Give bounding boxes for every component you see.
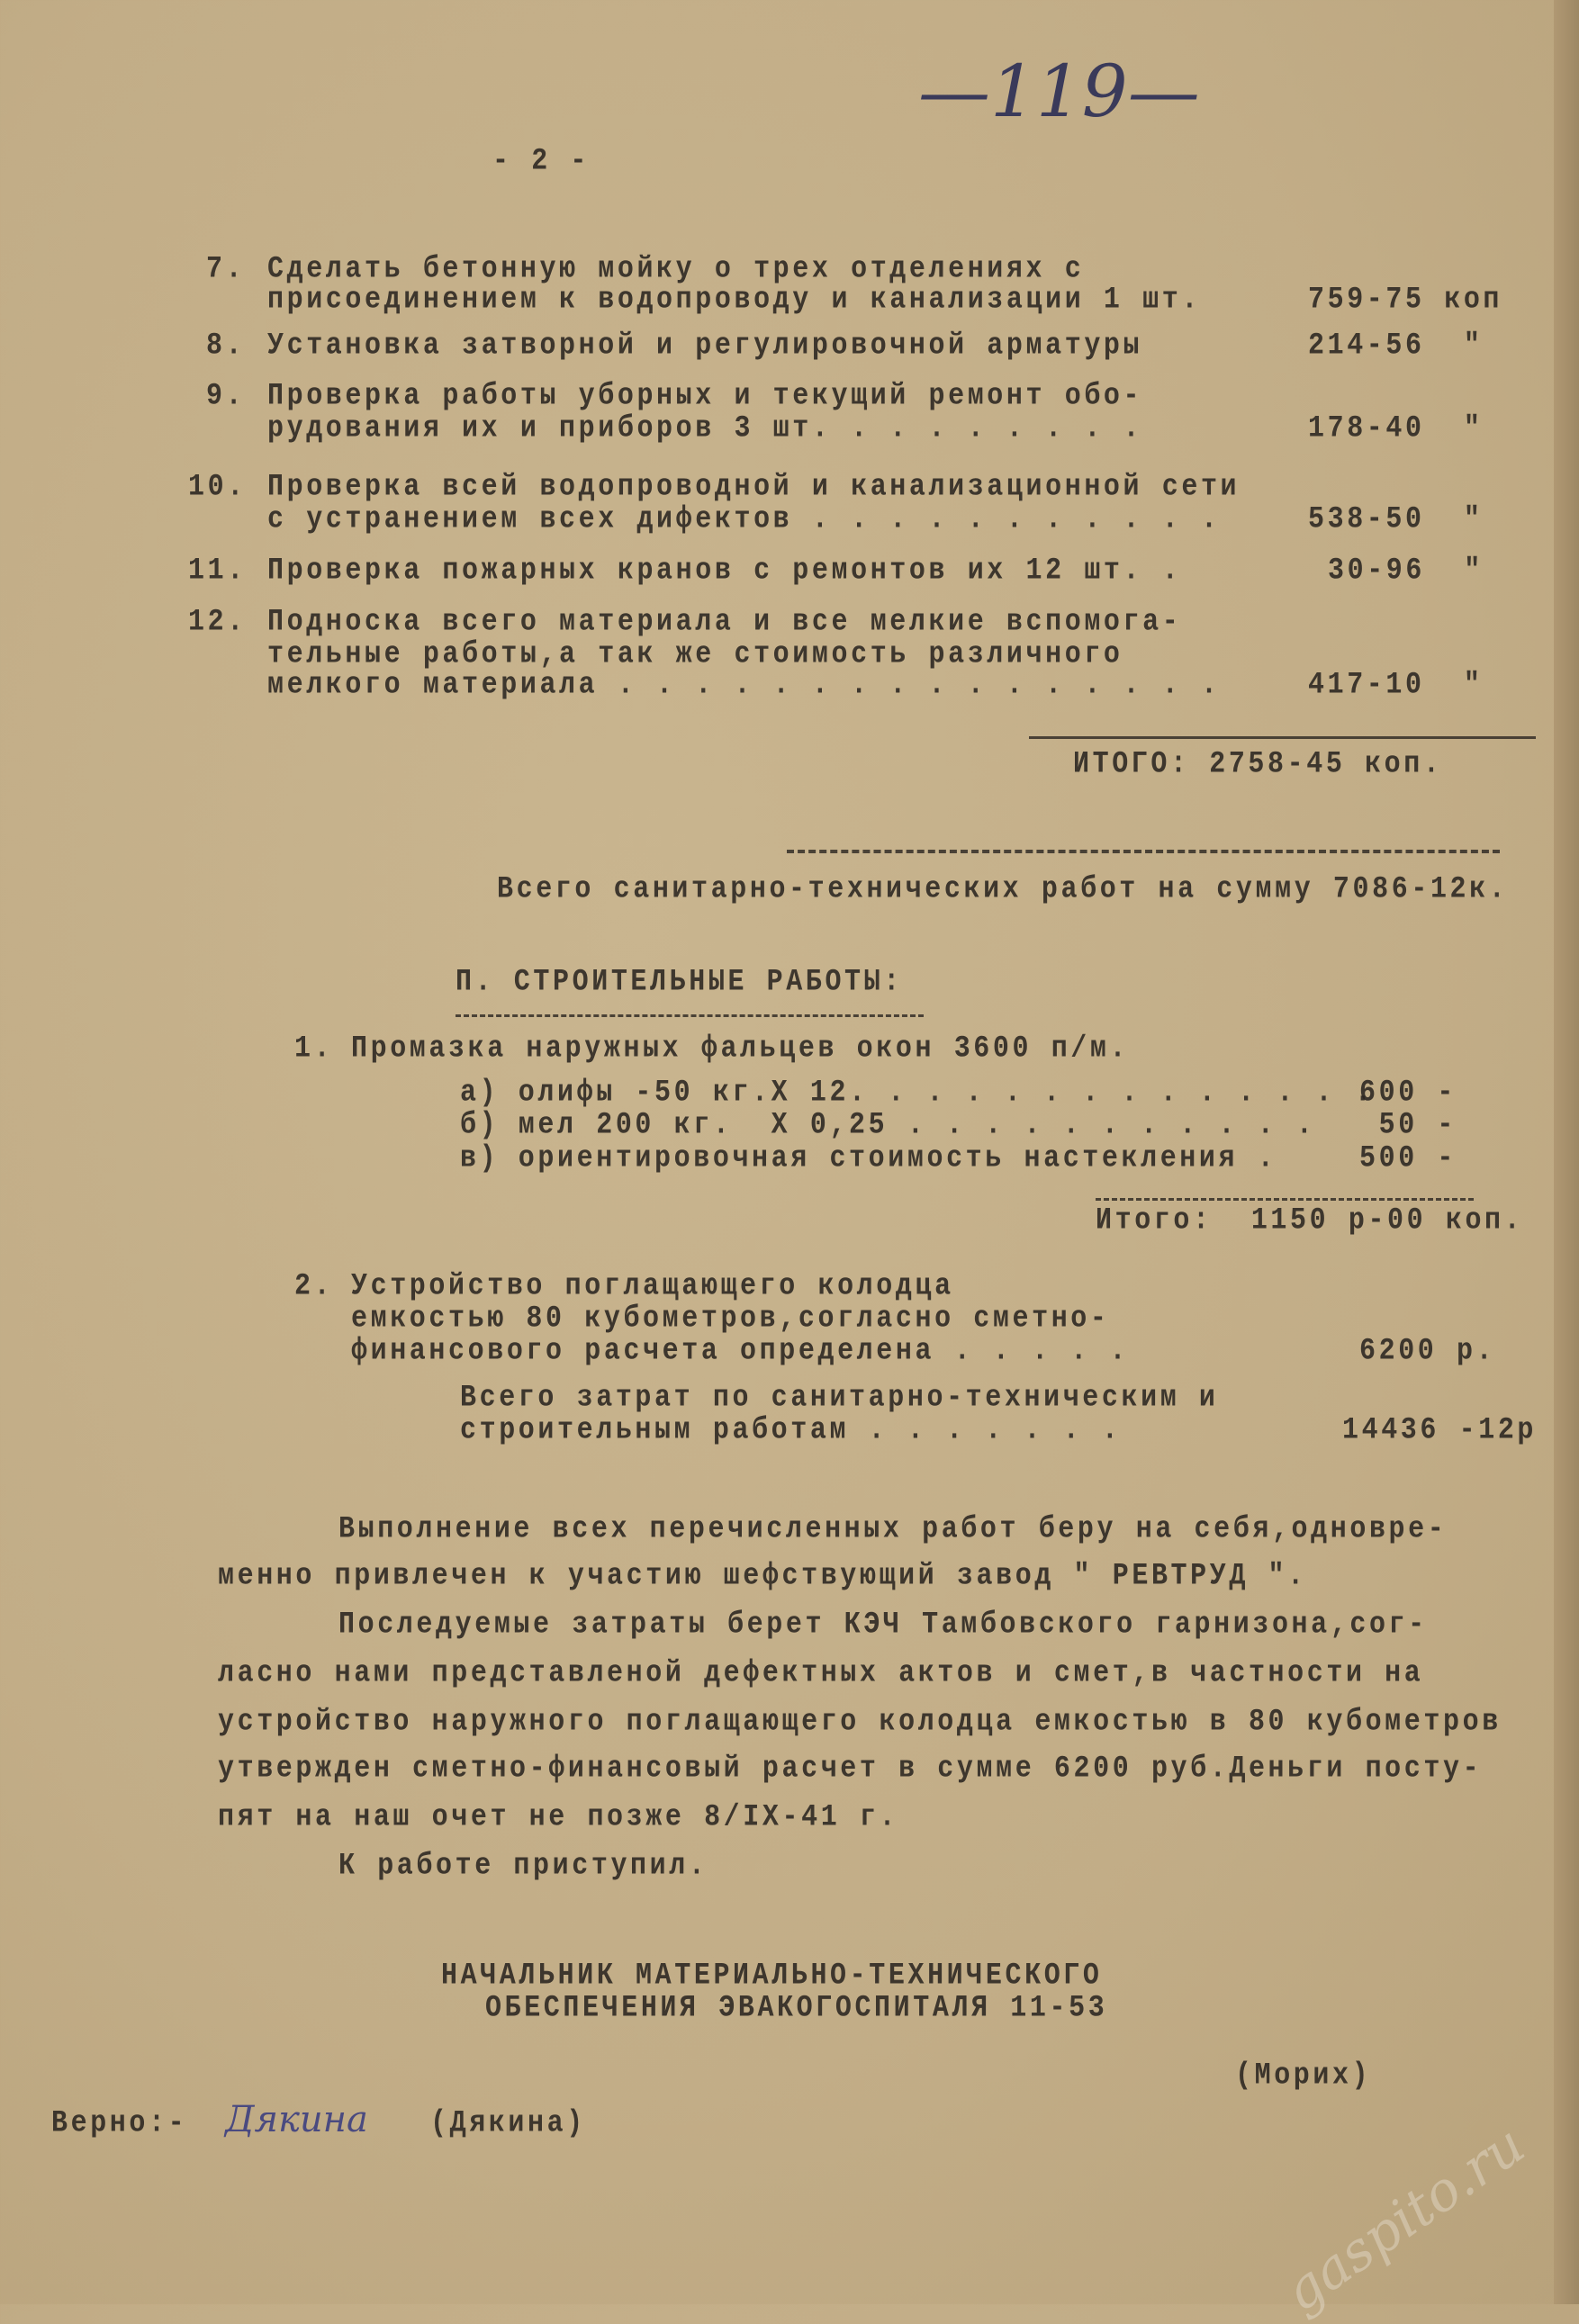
page-number: - 2 -: [492, 144, 591, 180]
item-number: 11.: [188, 554, 247, 590]
item-amount: 214-56 ": [1308, 329, 1484, 365]
item-text: Проверка всей водопроводной и канализационной сети: [267, 470, 1241, 506]
item-amount: 6200 р.: [1359, 1334, 1496, 1370]
paragraph-line: пят на наш очет не позже 8/IX-41 г.: [218, 1800, 899, 1836]
signature-title: ОБЕСПЕЧЕНИЯ ЭВАКОГОСПИТАЛЯ 11-53: [485, 1991, 1108, 2027]
item-text: емкостью 80 кубометров,согласно сметно-: [351, 1302, 1110, 1338]
paragraph-line: ласно нами представленой дефектных актов и смет,в частности на: [218, 1656, 1424, 1692]
grand-total-text: Всего затрат по санитарно-техническим и: [460, 1381, 1219, 1417]
sub-item-amount: 500 -: [1359, 1141, 1457, 1177]
page-edge: [1554, 0, 1579, 2304]
watermark: gaspito.ru: [1272, 2112, 1537, 2324]
signature-name: (Морих): [1235, 2058, 1372, 2094]
paragraph-line: менно привлечен к участию шефствующий завод " РЕВТРУД ".: [218, 1559, 1307, 1595]
item-number: 8.: [206, 329, 246, 365]
heading-underline: [456, 1014, 924, 1017]
paragraph-line: утвержден сметно-финансовый расчет в сумме 6200 руб.Деньги посту-: [218, 1752, 1483, 1788]
item-text: Подноска всего материала и все мелкие вспомога-: [267, 605, 1182, 641]
archive-number: —119—: [918, 50, 1200, 133]
grand-total-text: строительным работам . . . . . . .: [460, 1413, 1122, 1449]
verified-name: (Дякина): [430, 2106, 586, 2142]
signature-title: НАЧАЛЬНИК МАТЕРИАЛЬНО-ТЕХНИЧЕСКОГО: [441, 1959, 1103, 1995]
paragraph-line: устройство наружного поглащающего колодца емкостью в 80 кубометров: [218, 1705, 1502, 1741]
item-text: присоединением к водопроводу и канализации 1 шт.: [267, 283, 1201, 319]
item-amount: 417-10 ": [1308, 668, 1484, 704]
section-heading: П. СТРОИТЕЛЬНЫЕ РАБОТЫ:: [456, 965, 903, 1001]
sub-item-text: а) олифы -50 кг.Х 12. . . . . . . . . . . . . .: [460, 1076, 1375, 1112]
sub-item-amount: 50 -: [1359, 1108, 1457, 1144]
item-text: тельные работы,а так же стоимость различного: [267, 637, 1123, 673]
verified-label: Верно:-: [51, 2106, 188, 2142]
item-number: 1.: [294, 1031, 334, 1067]
item-number: 10.: [188, 470, 247, 506]
subtotal-rule: [1096, 1198, 1474, 1201]
sub-item-amount: 600 -: [1359, 1076, 1457, 1112]
item-text: с устранением всех дифектов . . . . . . . . . . .: [267, 502, 1221, 538]
item-amount: 178-40 ": [1308, 411, 1484, 447]
subtotal-rule: [1029, 736, 1536, 739]
item-text: финансового расчета определена . . . . .: [351, 1334, 1130, 1370]
paragraph-line: К работе приступил.: [338, 1849, 708, 1885]
item-number: 7.: [206, 252, 246, 288]
item-text: Промазка наружных фальцев окон 3600 п/м.: [351, 1031, 1130, 1067]
dashed-rule: [787, 850, 1500, 853]
sub-item-text: б) мел 200 кг. Х 0,25 . . . . . . . . . . .: [460, 1108, 1316, 1144]
sub-item-text: в) ориентировочная стоимость настекления .: [460, 1141, 1277, 1177]
item-amount: 30-96 ": [1328, 554, 1484, 590]
paragraph-line: Последуемые затраты берет КЭЧ Тамбовского гарнизона,сог-: [338, 1608, 1428, 1644]
item-text: Установка затворной и регулировочной арматуры: [267, 329, 1143, 365]
subtotal: ИТОГО: 2758-45 коп.: [1073, 747, 1443, 783]
paragraph-line: Выполнение всех перечисленных работ беру на себя,одновре-: [338, 1512, 1448, 1548]
item-number: 9.: [206, 379, 246, 415]
subtotal: Итого: 1150 р-00 коп.: [1096, 1203, 1524, 1239]
item-text: Проверка пожарных кранов с ремонтов их 12 шт. .: [267, 554, 1182, 590]
item-amount: 759-75 коп: [1308, 283, 1503, 319]
item-amount: 538-50 ": [1308, 502, 1484, 538]
item-text: рудования их и приборов 3 шт. . . . . . . . .: [267, 411, 1143, 447]
item-text: Сделать бетонную мойку о трех отделениях с: [267, 252, 1085, 288]
item-number: 2.: [294, 1269, 334, 1305]
item-text: Устройство поглащающего колодца: [351, 1269, 954, 1305]
grand-total-amount: 14436 -12р: [1342, 1413, 1538, 1449]
item-text: Проверка работы уборных и текущий ремонт обо-: [267, 379, 1143, 415]
handwritten-signature: Дякина: [225, 2099, 368, 2140]
item-text: мелкого материала . . . . . . . . . . . . . . . .: [267, 668, 1221, 704]
total-sanitary: Всего санитарно-технических работ на сумму 7086-12к.: [497, 872, 1509, 908]
item-number: 12.: [188, 605, 247, 641]
